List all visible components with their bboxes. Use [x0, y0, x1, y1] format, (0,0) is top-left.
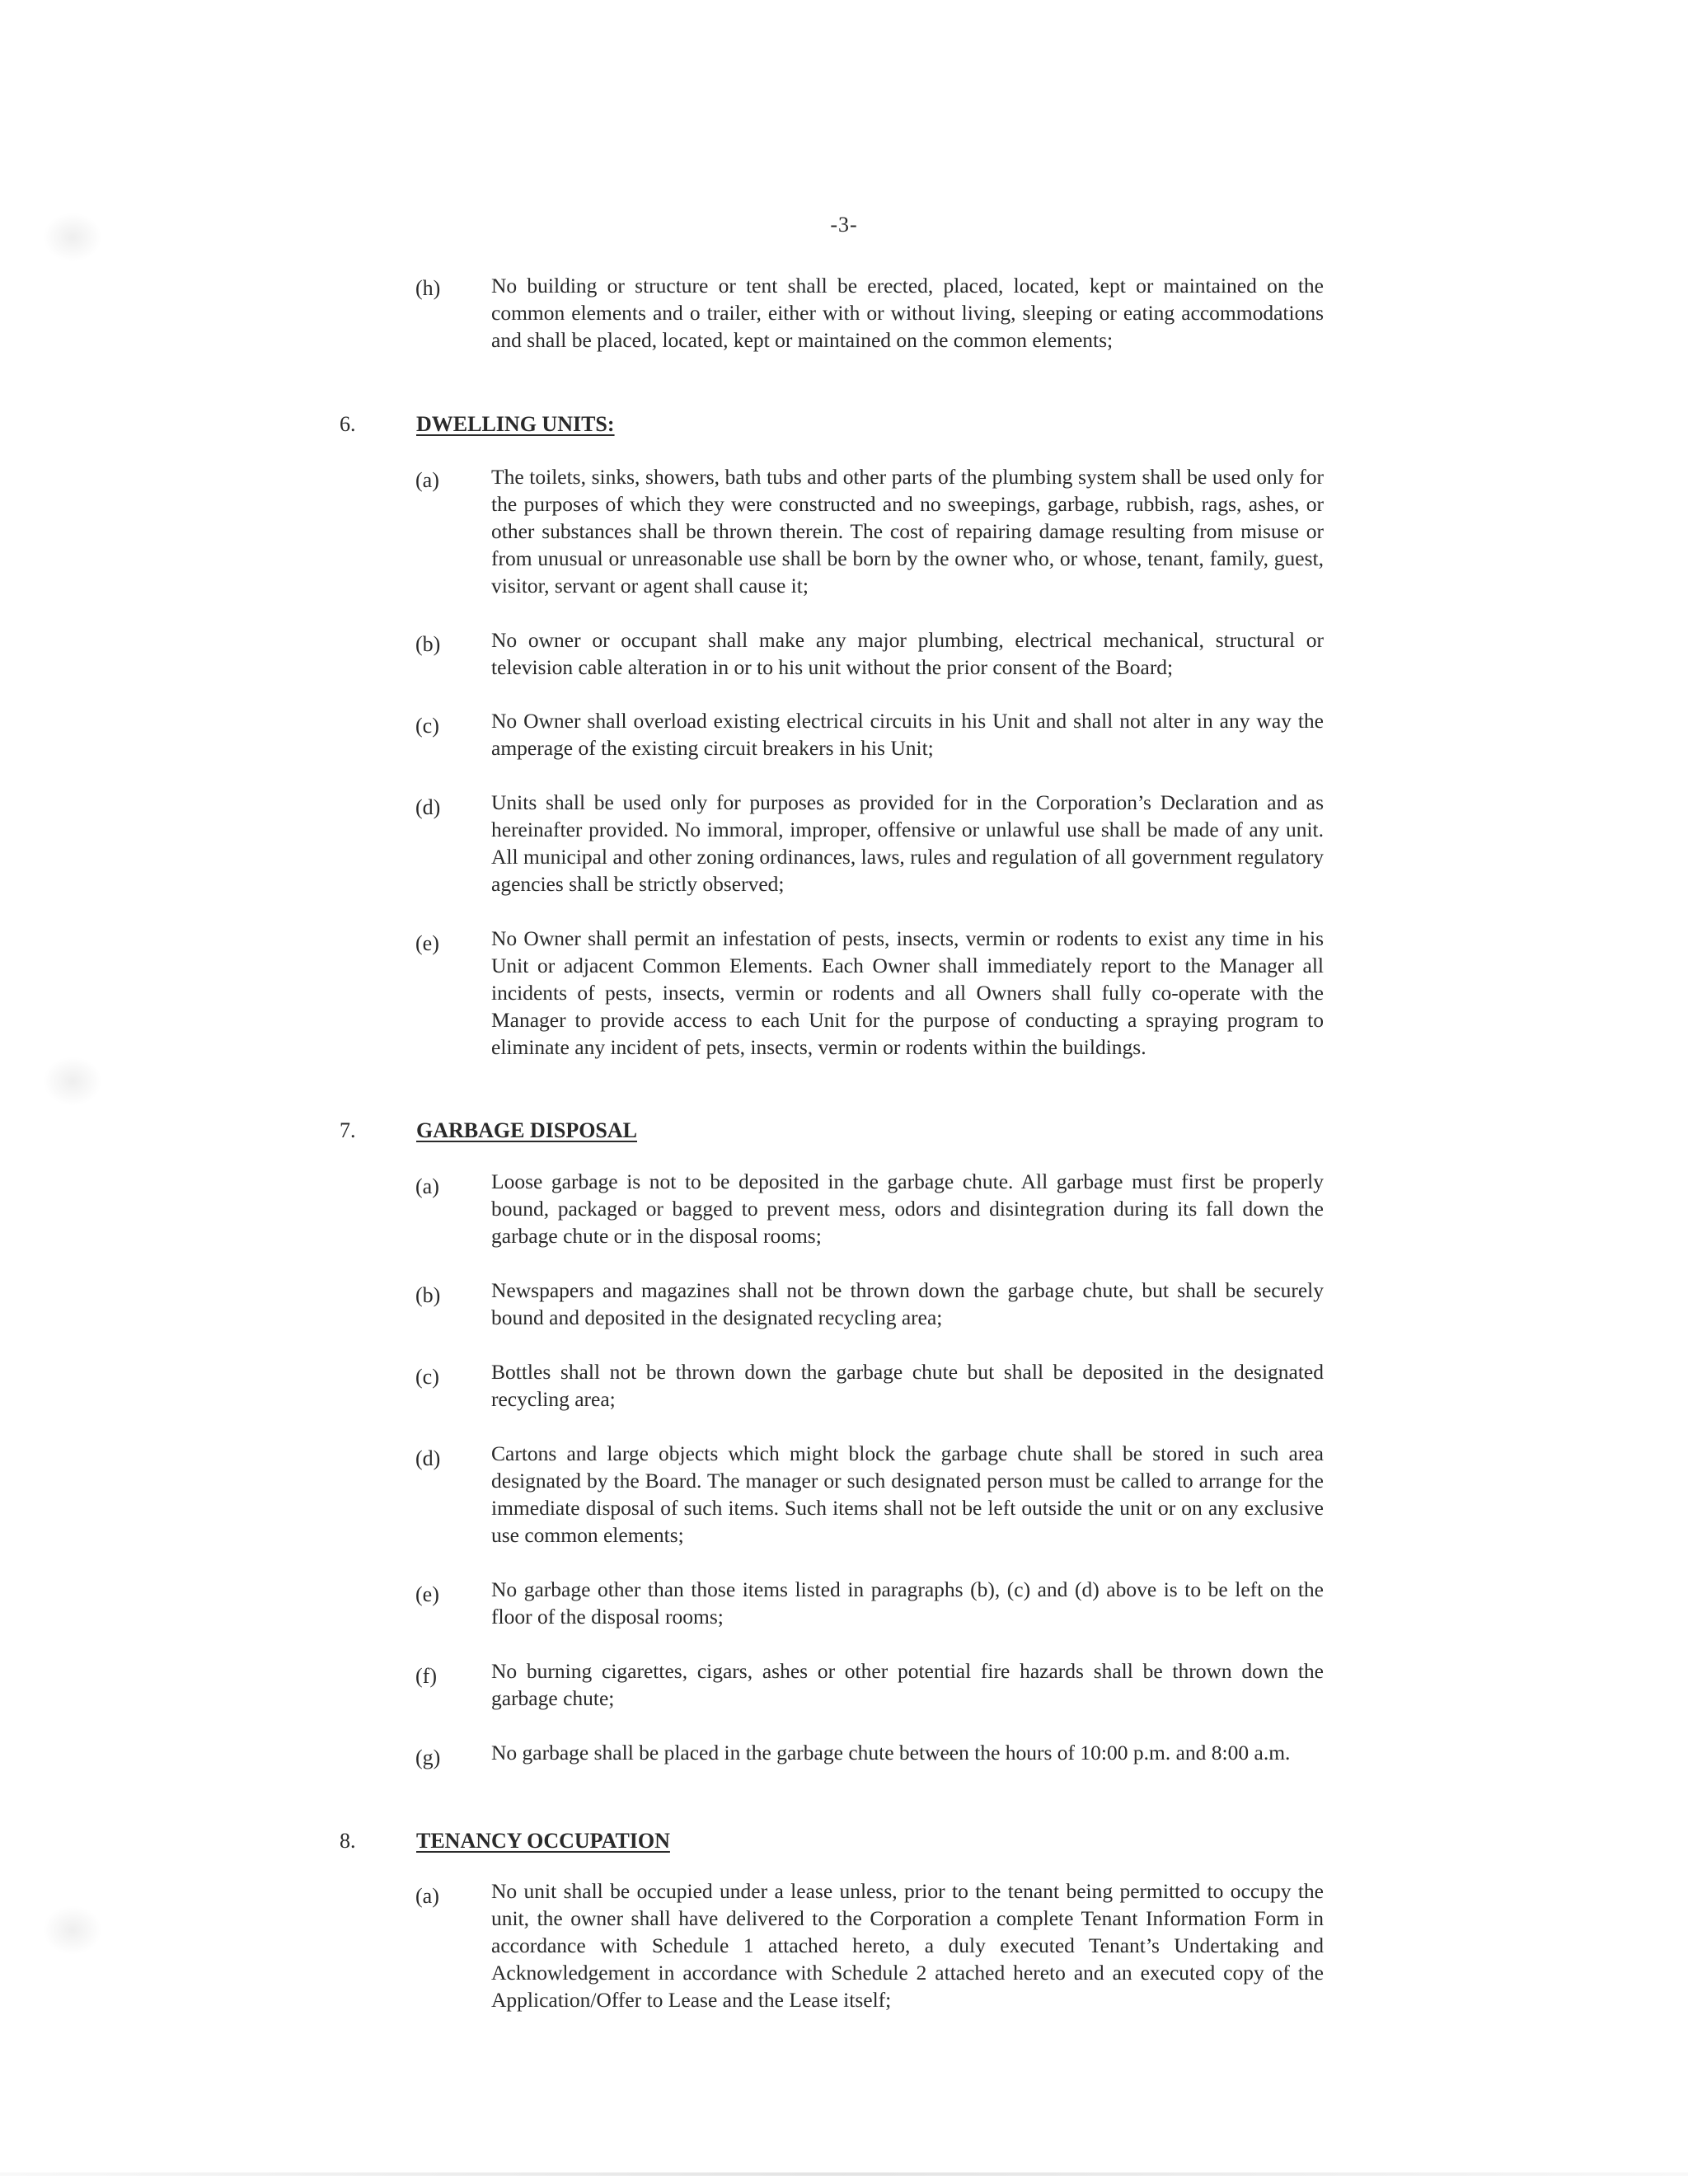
item-label: (h) [415, 276, 441, 300]
item-text: No Owner shall permit an infestation of pests, insects, vermin or rodents to exist any time in his Unit or adjacent Common Elements. Each Owner shall immediately report to the Manager all incidents of pests, insects, vermin or rodents and all Owners shall fully co-operate with the Manager to provide access to each Unit for the purpose of conducting a spraying program to eliminate any incident of pets, insects, vermin or rodents within the buildings. [491, 926, 1324, 1059]
item-label: (g) [415, 1746, 441, 1769]
item-label: (f) [415, 1664, 437, 1688]
item-text: No unit shall be occupied under a lease unless, prior to the tenant being permitted to occupy the unit, the owner shall have delivered to the Corporation a complete Tenant Information Form in accordance with Schedule 1 attached hereto, a duly executed Tenant’s Undertaking and Acknowledgement in accordance with Schedule 2 attached hereto and an executed copy of the Application/Offer to Lease and the Lease itself; [491, 1879, 1324, 2012]
item-label: (b) [415, 632, 441, 656]
section-heading: DWELLING UNITS: [416, 412, 615, 436]
item-text: No burning cigarettes, cigars, ashes or other potential fire hazards shall be thrown down the garbage chute; [491, 1659, 1324, 1710]
scan-edge [0, 2172, 1688, 2176]
section-number: 6. [340, 412, 356, 436]
item-text: Cartons and large objects which might block the garbage chute shall be stored in such area designated by the Board. The manager or such designated person must be called to arrange for the immediate disposal of such items. Such items shall not be left outside the unit or on any exclusive use common elements; [491, 1441, 1324, 1547]
item-text: Units shall be used only for purposes as provided for in the Corporation’s Declaration and as hereinafter provided. No immoral, improper, offensive or unlawful use shall be made of any unit. All municipal and other zoning ordinances, laws, rules and regulation of all government regulatory agencies shall be strictly observed; [491, 790, 1324, 896]
item-label: (d) [415, 795, 441, 819]
section-heading: TENANCY OCCUPATION [416, 1829, 670, 1853]
item-label: (a) [415, 1174, 439, 1198]
item-label: (a) [415, 1884, 439, 1908]
item-label: (d) [415, 1446, 441, 1470]
section-number: 7. [340, 1118, 356, 1142]
scan-mark [43, 1057, 102, 1106]
item-text: Bottles shall not be thrown down the garbage chute but shall be deposited in the designated recycling area; [491, 1360, 1324, 1411]
item-text: Newspapers and magazines shall not be thrown down the garbage chute, but shall be securely bound and deposited in the designated recycling area; [491, 1278, 1324, 1329]
item-label: (e) [415, 931, 439, 955]
item-text: No building or structure or tent shall be erected, placed, located, kept or maintained on the common elements and o trailer, either with or without living, sleeping or eating accommodations and shall be placed, located, kept or maintained on the common elements; [491, 274, 1324, 352]
item-label: (a) [415, 468, 439, 492]
item-text: No owner or occupant shall make any major plumbing, electrical mechanical, structural or television cable alteration in or to his unit without the prior consent of the Board; [491, 628, 1324, 679]
item-text: Loose garbage is not to be deposited in the garbage chute. All garbage must first be properly bound, packaged or bagged to prevent mess, odors and disintegration during its fall down the garbage chute or in the disposal rooms; [491, 1169, 1324, 1248]
page-number: -3- [830, 213, 858, 237]
item-label: (c) [415, 1365, 439, 1389]
item-text: The toilets, sinks, showers, bath tubs and other parts of the plumbing system shall be used only for the purposes of which they were constructed and no sweepings, garbage, rubbish, rags, ashes, or other substances shall be thrown therein. The cost of repairing damage resulting from misuse or from unusual or unreasonable use shall be born by the owner who, or whose, tenant, family, guest, visitor, servant or agent shall cause it; [491, 465, 1324, 598]
scan-mark [43, 1905, 102, 1955]
item-label: (b) [415, 1283, 441, 1307]
item-label: (e) [415, 1582, 439, 1606]
item-text: No Owner shall overload existing electrical circuits in his Unit and shall not alter in any way the amperage of the existing circuit breakers in his Unit; [491, 709, 1324, 760]
section-number: 8. [340, 1829, 356, 1853]
item-text: No garbage other than those items listed in paragraphs (b), (c) and (d) above is to be left on the floor of the disposal rooms; [491, 1577, 1324, 1629]
item-text: No garbage shall be placed in the garbage chute between the hours of 10:00 p.m. and 8:00 a.m. [491, 1741, 1291, 1765]
section-heading: GARBAGE DISPOSAL [416, 1118, 637, 1142]
item-label: (c) [415, 714, 439, 738]
